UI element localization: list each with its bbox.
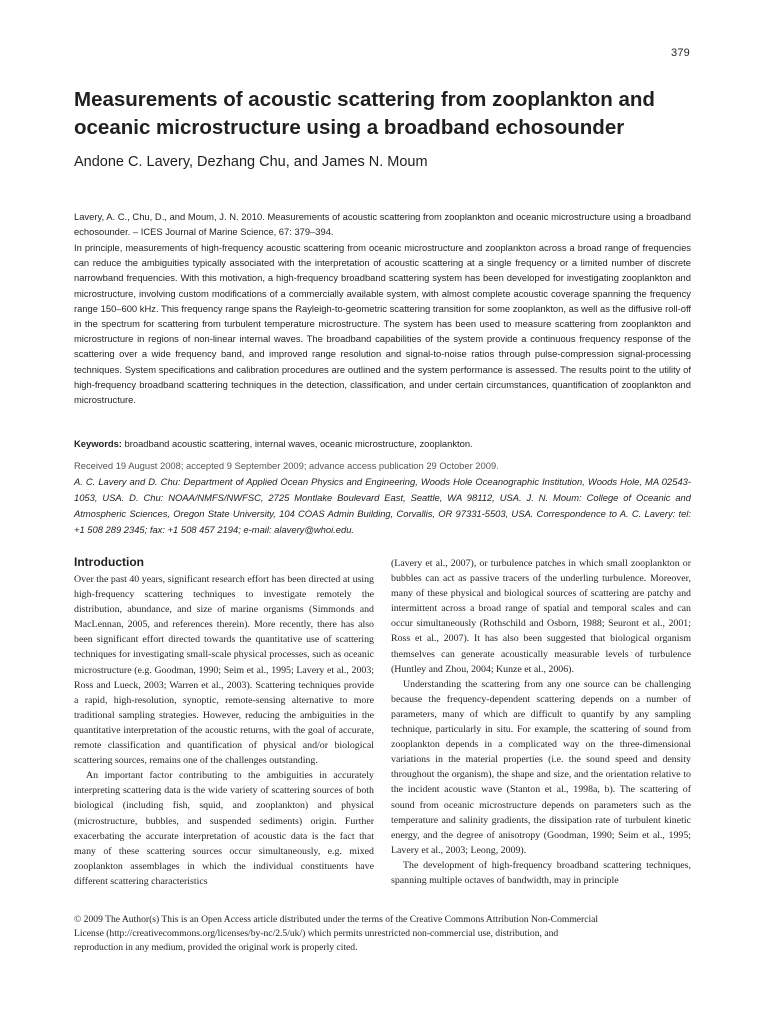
left-column [74, 555, 374, 889]
keywords [74, 436, 691, 451]
paragraph: Over the past 40 years, significant research effort has been directed at using high-frequency scattering techniques to investigate remotely the distribution, abundance, and size of marine organisms (Simmonds and MacLennan, 2005, and references therein). More recently, there has also been significant effort directed towards the quantitative use of scattering techniques for investigating small-scale physical processes, such as oceanic microstructure (e.g. Goodman, 1990; Seim et al., 1995; Lavery et al., 2003; Ross and Lueck, 2003; Warren et al., 2003). Scattering techniques provide a rapid, high-resolution, synoptic, remote-sensing alternative to more traditional sampling strategies. However, reducing the ambiguities in the quantitative interpretation of the acoustic returns, with the goal of accurate, remote classification and quantification of physical and/or biological scattering sources, remains one of the challenges outstanding. [74, 574, 374, 767]
citation: Lavery, A. C., Chu, D., and Moum, J. N. 2010. Measurements of acoustic scattering from zooplankton and oceanic microstructure using a broadband echosounder. – ICES Journal of Marine Science, 67: 379–394. [74, 211, 691, 238]
footnote-line: reproduction in any medium, provided the original work is properly cited. [74, 942, 358, 953]
license-footnote [74, 913, 689, 955]
page-number: 379 [671, 47, 690, 59]
keywords-label: Keywords: [74, 438, 122, 449]
paper-title: Measurements of acoustic scattering from zooplankton and oceanic microstructure using a broadband echosounder [74, 88, 655, 139]
author-list: Andone C. Lavery, Dezhang Chu, and James N. Moum [74, 154, 428, 170]
section-heading-introduction: Introduction [74, 555, 144, 569]
right-column [391, 556, 691, 888]
keywords-text: broadband acoustic scattering, internal waves, oceanic microstructure, zooplankton. [124, 438, 473, 449]
footnote-line: © 2009 The Author(s) This is an Open Access article distributed under the terms of the Creative Commons Attribution Non-Commercial [74, 914, 599, 925]
affiliations: A. C. Lavery and D. Chu: Department of Applied Ocean Physics and Engineering, Woods Hole Oceanographic Institution, Woods Hole, MA 02543-1053, USA. D. Chu: NOAA/NMFS/NWFSC, 2725 Montlake Boulevard East, Seattle, WA 98112, USA. J. N. Moum: College of Oceanic and Atmospheric Sciences, Oregon State University, 104 COAS Admin Building, Corvallis, OR 97331-5503, USA. Correspondence to A. C. Lavery: tel: +1 508 289 2345; fax: +1 508 457 2194; e-mail: alavery@whoi.edu. [74, 476, 691, 535]
received-dates: Received 19 August 2008; accepted 9 September 2009; advance access publication 29 October 2009. [74, 460, 499, 471]
abstract: In principle, measurements of high-frequency acoustic scattering from oceanic microstructure and zooplankton across a broad range of frequencies can reduce the ambiguities typically associated with the interpretation of acoustic scattering at a single frequency or a limited number of discrete narrowband frequencies. With this motivation, a high-frequency broadband scattering system has been developed for investigating zooplankton and microstructure, involving custom modifications of a commercially available system, with almost complete acoustic coverage spanning the frequency range 150–600 kHz. This frequency range spans the Rayleigh-to-geometric scattering transition for some zooplankton, as well as the diffusive roll-off in the spectrum for scattering from turbulent temperature microstructure. The system has been used to measure scattering from zooplankton and microstructure in regions of non-linear internal waves. The broadband capabilities of the system provide a continuous frequency response of the scattering over a wide frequency band, and improved range resolution and signal-to-noise ratios through pulse-compression signal-processing techniques. System specifications and calibration procedures are outlined and the system performance is assessed. The results point to the utility of high-frequency broadband scattering techniques in the detection, classification, and under certain circumstances, quantification of zooplankton and microstructure. [74, 242, 691, 406]
paragraph: An important factor contributing to the ambiguities in accurately interpreting scattering data is the wide variety of scattering sources of both biological (including fish, squid, and zooplankton) and physical (microstructure, bubbles, and suspended sediments) origin. Further exacerbating the accurate interpretation of acoustic data is the fact that many of these scattering sources occur simultaneously, e.g. mixed zooplankton assemblages in which the individual constituents have different scattering characteristics [74, 770, 374, 887]
footnote-line: License (http://creativecommons.org/licenses/by-nc/2.5/uk/) which permits unrestricted non-commercial use, distribution, and [74, 928, 559, 939]
paragraph: (Lavery et al., 2007), or turbulence patches in which small zooplankton or bubbles can act as passive tracers of the underling turbulence. Moreover, many of these physical and biological sources of scattering are patchy and intermittent across a broad range of spatial and temporal scales and can occur simultaneously (Rothschild and Osborn, 1988; Seuront et al., 2001; Ross et al., 2007). It has also been suggested that biological organism themselves can generate acoustically measurable levels of turbulence (Huntley and Zhou, 2004; Kunze et al., 2006). [391, 558, 691, 675]
paragraph: The development of high-frequency broadband scattering techniques, spanning multiple octaves of bandwidth, may in principle [391, 859, 691, 886]
paragraph: Understanding the scattering from any one source can be challenging because the frequency-dependent scattering depends on a number of parameters, many of which are difficult to quantify by any sampling technique, particularly in situ. For example, the scattering of sound from zooplankton depends in a complicated way on the three-dimensional variations in the material properties (i.e. the sound speed and density throughout the organism), the shape and size, and the orientation relative to the incident acoustic wave (Stanton et al., 1998a, b). The scattering of sound from oceanic microstructure depends on parameters such as the temperature and salinity gradients, the dissipation rate of turbulent kinetic energy, and the degree of anisotropy (Goodman, 1990; Seim et al., 1995; Lavery et al., 2003; Leong, 2009). [391, 678, 691, 856]
